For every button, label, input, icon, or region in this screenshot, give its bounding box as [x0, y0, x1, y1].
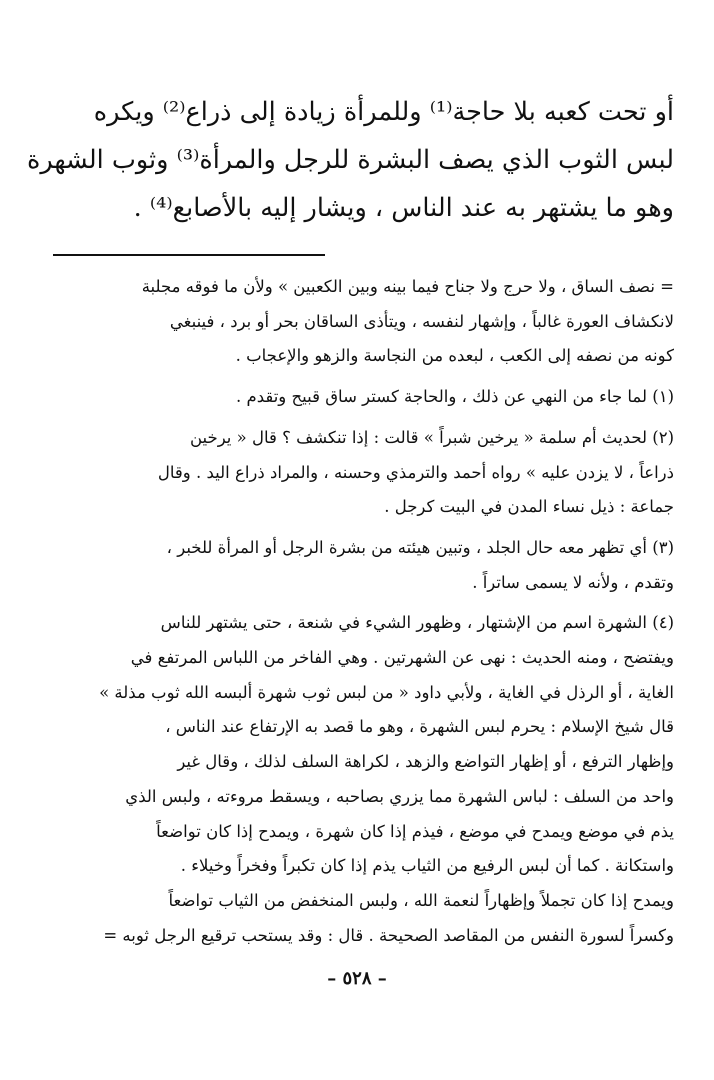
main-text	[26, 88, 674, 232]
footnote-line: ذراعاً ، لا يزدن عليه » رواه أحمد والترمذي وحسنه ، والمراد ذراع اليد . وقال	[157, 462, 674, 482]
footnote-line: قال شيخ الإسلام : يحرم لبس الشهرة ، وهو ما قصد به الإرتفاع عند الناس ،	[165, 717, 674, 737]
footnotes	[50, 270, 674, 953]
page-number: – ٥٢٨ –	[327, 968, 387, 989]
main-text-line: وهو ما يشتهر به عند الناس ، ويشار إليه بالأصابع⁽⁴⁾ .	[133, 193, 674, 223]
footnote-line: واستكانة . كما أن لبس الرفيع من الثياب يذم إذا كان تكبراً وفخراً وخيلاء .	[180, 856, 674, 876]
footnote-line: (٣) أي تظهر معه حال الجلد ، وتبين هيئته من بشرة الرجل أو المرأة للخبر ،	[166, 537, 674, 557]
footnote-1	[50, 380, 674, 415]
footnote-line: ويمدح إذا كان تجملاً وإظهاراً لنعمة الله ، ولبس المنخفض من الثياب تواضعاً	[168, 890, 674, 910]
footnote-3	[50, 531, 674, 600]
footnote-4	[50, 606, 674, 953]
footnote-line: (٤) الشهرة اسم من الإشتهار ، وظهور الشيء في شنعة ، حتى يشتهر للناس	[160, 613, 674, 633]
footnote-line: لانكشاف العورة غالباً ، وإشهار لنفسه ، ويتأذى الساقان بحر أو برد ، فينبغي	[169, 311, 674, 331]
footnote-continuation	[50, 270, 674, 374]
footnote-line: كونه من نصفه إلى الكعب ، لبعده من النجاسة والزهو والإعجاب .	[235, 346, 674, 366]
footnote-line: جماعة : ذيل نساء المدن في البيت كرجل .	[384, 497, 674, 517]
footnote-line: ويفتضح ، ومنه الحديث : نهى عن الشهرتين . وهي الفاخر من اللباس المرتفع في	[130, 648, 674, 668]
footnote-separator	[53, 254, 325, 256]
footnote-line: (٢) لحديث أم سلمة « يرخين شبراً » قالت : إذا تنكشف ؟ قال « يرخين	[189, 427, 674, 447]
footnote-2	[50, 421, 674, 525]
footnote-line: = نصف الساق ، ولا حرج ولا جناح فيما بينه وبين الكعبين » ولأن ما فوقه مجلبة	[141, 277, 674, 296]
footnote-line: وكسراً لسورة النفس من المقاصد الصحيحة . قال : وقد يستحب ترقيع الرجل ثوبه =	[103, 925, 674, 945]
footnote-line: يذم في موضع ويمدح في موضع ، فيذم إذا كان شهرة ، ويمدح إذا كان تواضعاً	[156, 821, 674, 841]
footnote-line: واحد من السلف : لباس الشهرة مما يزري بصاحبه ، ويسقط مروءته ، ولبس الذي	[125, 786, 674, 806]
main-text-line: لبس الثوب الذي يصف البشرة للرجل والمرأة⁽³⁾ وثوب الشهرة	[26, 145, 674, 175]
footnote-line: وإظهار الترفع ، أو إظهار التواضع والزهد ، لكراهة السلف لذلك ، وقال غير	[177, 752, 674, 772]
footnote-line: الغاية ، أو الرذل في الغاية ، ولأبي داود « من لبس ثوب شهرة ألبسه الله ثوب مذلة »	[99, 682, 674, 702]
page-body	[26, 88, 674, 953]
footnote-line: (١) لما جاء من النهي عن ذلك ، والحاجة كستر ساق قبيح وتقدم .	[235, 387, 674, 407]
main-text-line: أو تحت كعبه بلا حاجة⁽¹⁾ وللمرأة زيادة إلى ذراع⁽²⁾ ويكره	[93, 97, 674, 127]
footnote-line: وتقدم ، ولأنه لا يسمى ساتراً .	[472, 572, 674, 592]
